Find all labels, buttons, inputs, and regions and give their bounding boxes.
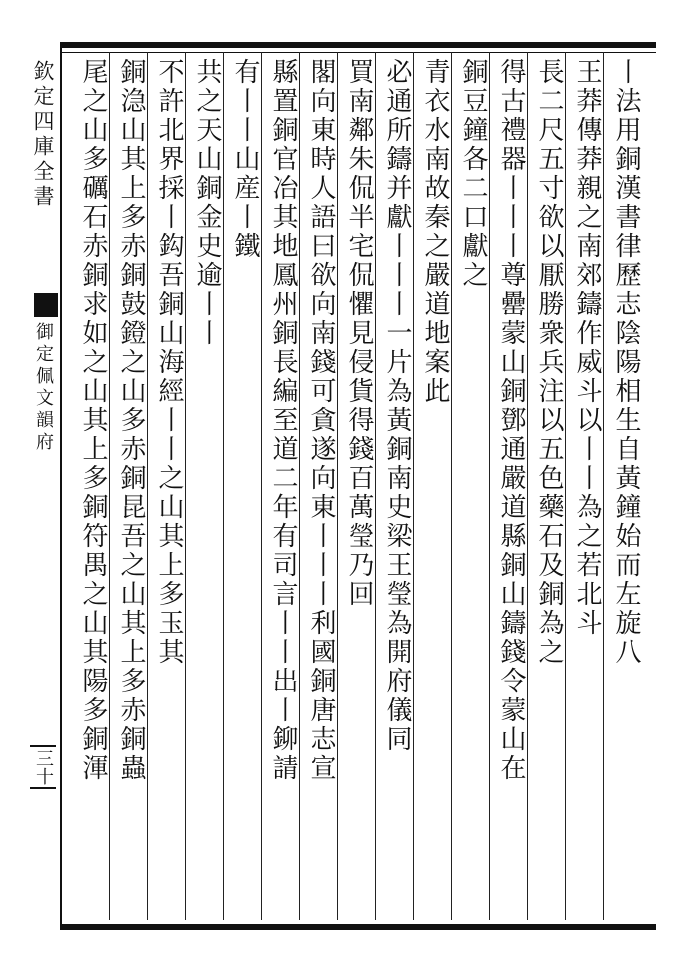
text-column: 銅豆鐘各二口獻之 — [458, 58, 488, 290]
text-column: 必通所鑄并獻丨丨丨一片為黃銅南史梁王瑩為開府儀同 — [382, 58, 412, 754]
text-column: 銅㴔山其上多赤銅鼓鐙之山多赤銅昆吾之山其上多赤銅蟲 — [116, 58, 146, 783]
text-column: 閣向東時人語曰欲向南錢可貪遂向東丨丨丨利國銅唐志宣 — [306, 58, 336, 783]
text-column: 長二尺五寸欲以厭勝衆兵注以五色藥石及銅為之 — [534, 58, 564, 667]
page-number: 三十 — [30, 745, 56, 789]
text-column: 得古禮器丨丨丨尊罍蒙山銅鄧通嚴道縣銅山鑄錢令蒙山在 — [496, 58, 526, 783]
fish-tail-mark — [34, 293, 58, 317]
text-column: 共之天山銅金史逾丨丨 — [192, 58, 222, 348]
margin-book-title: 欽定四庫全書 — [31, 60, 55, 210]
margin-volume-title: 御定佩文韻府 — [33, 322, 54, 454]
text-column: 尾之山多礪石赤銅求如之山其上多銅符禺之山其陽多銅渾 — [78, 58, 108, 783]
text-column: 王莽傳莽親之南郊鑄作威斗以丨丨為之若北斗 — [572, 58, 602, 638]
text-column: 不許北界採丨鈎吾銅山海經丨丨之山其上多玉其 — [154, 58, 184, 667]
text-column: 買南鄰朱侃半宅侃懼見侵貨得錢百萬瑩乃回 — [344, 58, 374, 609]
text-column: 青衣水南故秦之嚴道地案此 — [420, 58, 450, 406]
text-column: 有丨丨山産丨鐵 — [230, 58, 260, 261]
text-column: 縣置銅官冶其地鳳州銅長編至道二年有司言丨丨出丨鉚請 — [268, 58, 298, 783]
text-column: 丨法用銅漢書律歷志陰陽相生自黃鐘始而左旋八 — [611, 58, 641, 667]
